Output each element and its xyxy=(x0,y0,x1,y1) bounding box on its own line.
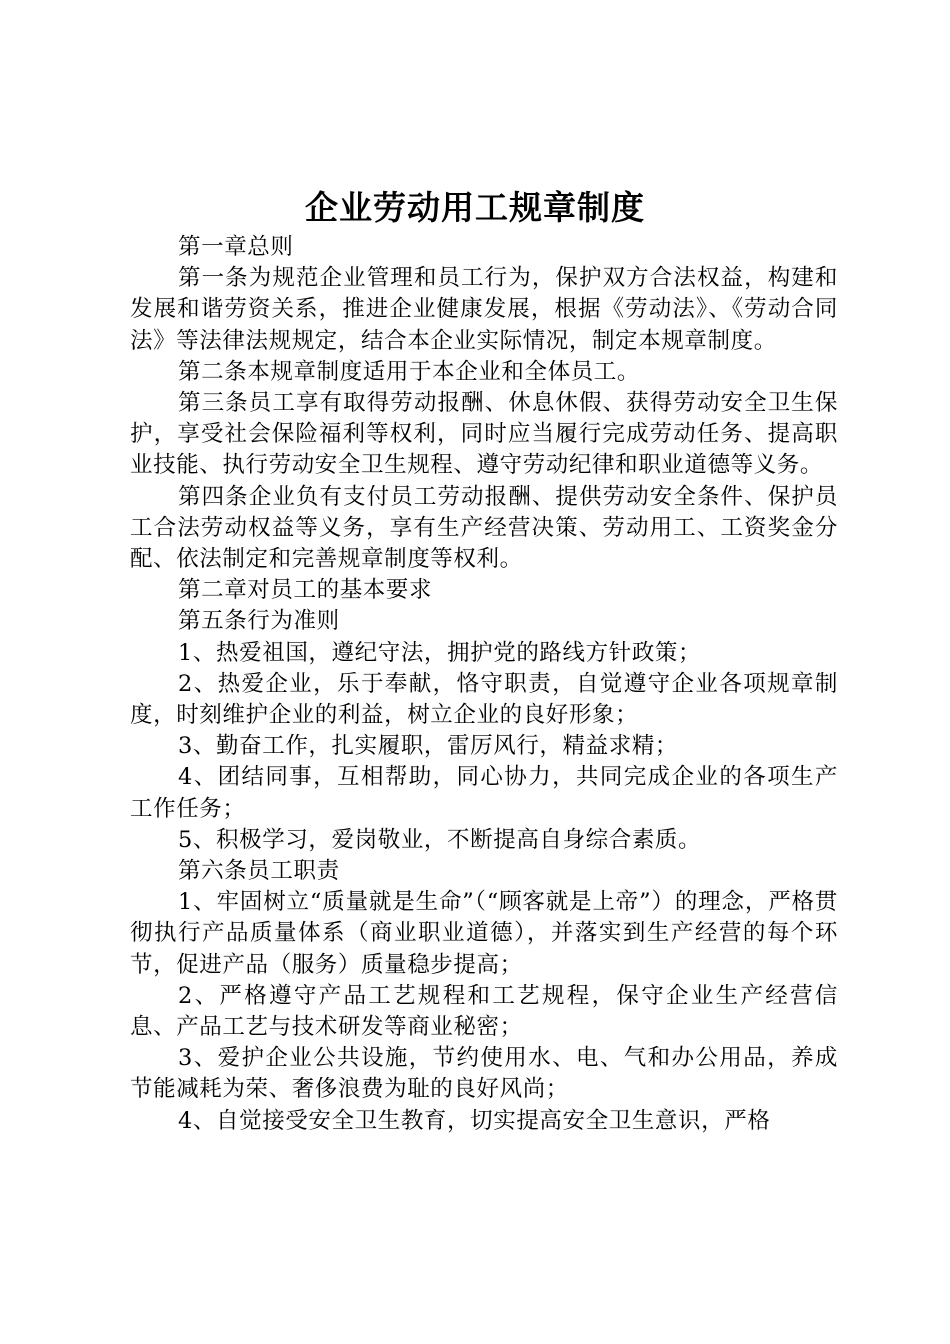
list-item: 4、自觉接受安全卫生教育，切实提高安全卫生意识，严格 xyxy=(178,1107,771,1134)
article-paragraph: 第四条企业负有支付员工劳动报酬、提供劳动安全条件、保护员工合法劳动权益等义务，享有生产经营决策、劳动用工、工资奖金分配、依法制定和完善规章制度等权利。 xyxy=(130,483,838,573)
chapter-heading: 第一章总则 xyxy=(178,234,294,260)
list-item: 3、爱护企业公共设施，节约使用水、电、气和办公用品，养成节能减耗为荣、奢侈浪费为耻的良好风尚； xyxy=(130,1045,838,1103)
list-item: 2、严格遵守产品工艺规程和工艺规程，保守企业生产经营信息、产品工艺与技术研发等商业秘密； xyxy=(130,982,838,1041)
list-item: 4、团结同事，互相帮助，同心协力，共同完成企业的各项生产工作任务； xyxy=(130,764,838,822)
document-title: 企业劳动用工规章制度 xyxy=(305,188,645,227)
article-paragraph: 第一条为规范企业管理和员工行为，保护双方合法权益，构建和发展和谐劳资关系，推进企业健康发展，根据《劳动法》、《劳动合同法》等法律法规规定，结合本企业实际情况，制定本规章制度。 xyxy=(130,265,838,354)
chapter-heading: 第二章对员工的基本要求 xyxy=(178,577,433,604)
article-paragraph: 第二条本规章制度适用于本企业和全体员工。 xyxy=(178,358,641,385)
list-item: 2、热爱企业，乐于奉献，恪守职责，自觉遵守企业各项规章制度，时刻维护企业的利益，树立企业的良好形象； xyxy=(130,670,838,729)
list-item: 3、勤奋工作，扎实履职，雷厉风行，精益求精； xyxy=(178,733,679,760)
article-heading: 第六条员工职责 xyxy=(178,858,340,885)
document-body xyxy=(130,232,838,1137)
article-heading: 第五条行为准则 xyxy=(178,608,340,635)
list-item: 5、积极学习，爱岗敬业，不断提高自身综合素质。 xyxy=(178,826,702,853)
list-item: 1、热爱祖国，遵纪守法，拥护党的路线方针政策； xyxy=(178,639,702,666)
article-paragraph: 第三条员工享有取得劳动报酬、休息休假、获得劳动安全卫生保护，享受社会保险福利等权利，同时应当履行完成劳动任务、提高职业技能、执行劳动安全卫生规程、遵守劳动纪律和职业道德等义务。 xyxy=(130,390,838,479)
list-item: 1、牢固树立“质量就是生命”（“顾客就是上帝”）的理念，严格贯彻执行产品质量体系（商业职业道德），并落实到生产经营的每个环节，促进产品（服务）质量稳步提高； xyxy=(130,889,838,978)
